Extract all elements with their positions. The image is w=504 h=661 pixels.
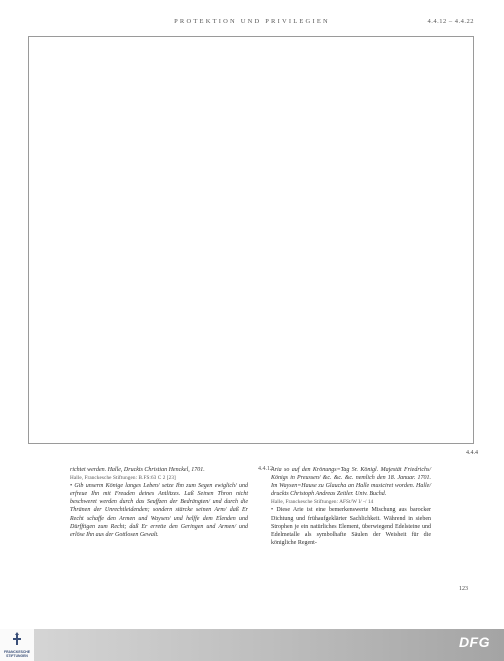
right-title: Aria so auf den Krönungs=Tag Sr. Königl. Majestät Friedrichs/ Königs in Preussen/ &c. &c. &c. nemlich den 18. Januar. 1701. Im Waysen=Hause zu Glaucha an Halle musiciret worden. Halle/ druckts Christoph Andreas Zeitler. Univ. Buchd. bbox=[271, 467, 431, 498]
left-quote: • Gib unserm Könige langes Leben/ setze Ihn zum Segen ewiglich/ und erfreue Ihn mit Freuden deines Antlitzes. Laß Seinen Thron nicht beschweret werden durch das Seuffzen der Bedrängten/ und durch die Thränen der Unrechtleidenden; sondern stärcke seinen Arm/ daß Er Recht schaffe den Armen und Waysen/ und helffe dem Elenden und Dürfftigen zum Recht; daß Er errette den Geringen und Armen/ und erlöse Ihn aus der Gottlosen Gewalt. bbox=[70, 483, 248, 538]
entry-range: 4.4.12 – 4.4.22 bbox=[427, 18, 474, 25]
francke-emblem-icon bbox=[12, 632, 22, 646]
left-signature: Halle, Franckesche Stiftungen: B.FS:63 C 2 [23] bbox=[70, 475, 176, 482]
right-signature: Halle, Franckesche Stiftungen: AFSt/W I/ -/ 14 bbox=[271, 499, 374, 506]
plate-number: 4.4.4 bbox=[466, 450, 478, 456]
entry-number: 4.4.12 bbox=[258, 466, 273, 472]
right-body: • Diese Arie ist eine bemerkenswerte Mischung aus barocker Dichtung und frühaufgeklärter Sachlichkeit. Während in sieben Strophen je ein natürliches Element, überwiegend Edelsteine und Edelmetalle als symbolhafte Säulen der Weisheit für die königliche Regent- bbox=[271, 507, 431, 546]
left-title-end: richtet werden. Halle, Druckts Christian Henckel, 1701. bbox=[70, 467, 205, 473]
francke-label: FRANCKESCHE STIFTUNGEN bbox=[4, 650, 30, 658]
page-number: 123 bbox=[459, 586, 468, 592]
left-column bbox=[70, 466, 248, 539]
plate-image-frame bbox=[28, 36, 474, 444]
running-head: PROTEKTION UND PRIVILEGIEN bbox=[174, 18, 330, 25]
dfg-logo: DFG bbox=[458, 634, 490, 650]
right-column bbox=[271, 466, 431, 547]
footer-bar bbox=[0, 629, 504, 661]
